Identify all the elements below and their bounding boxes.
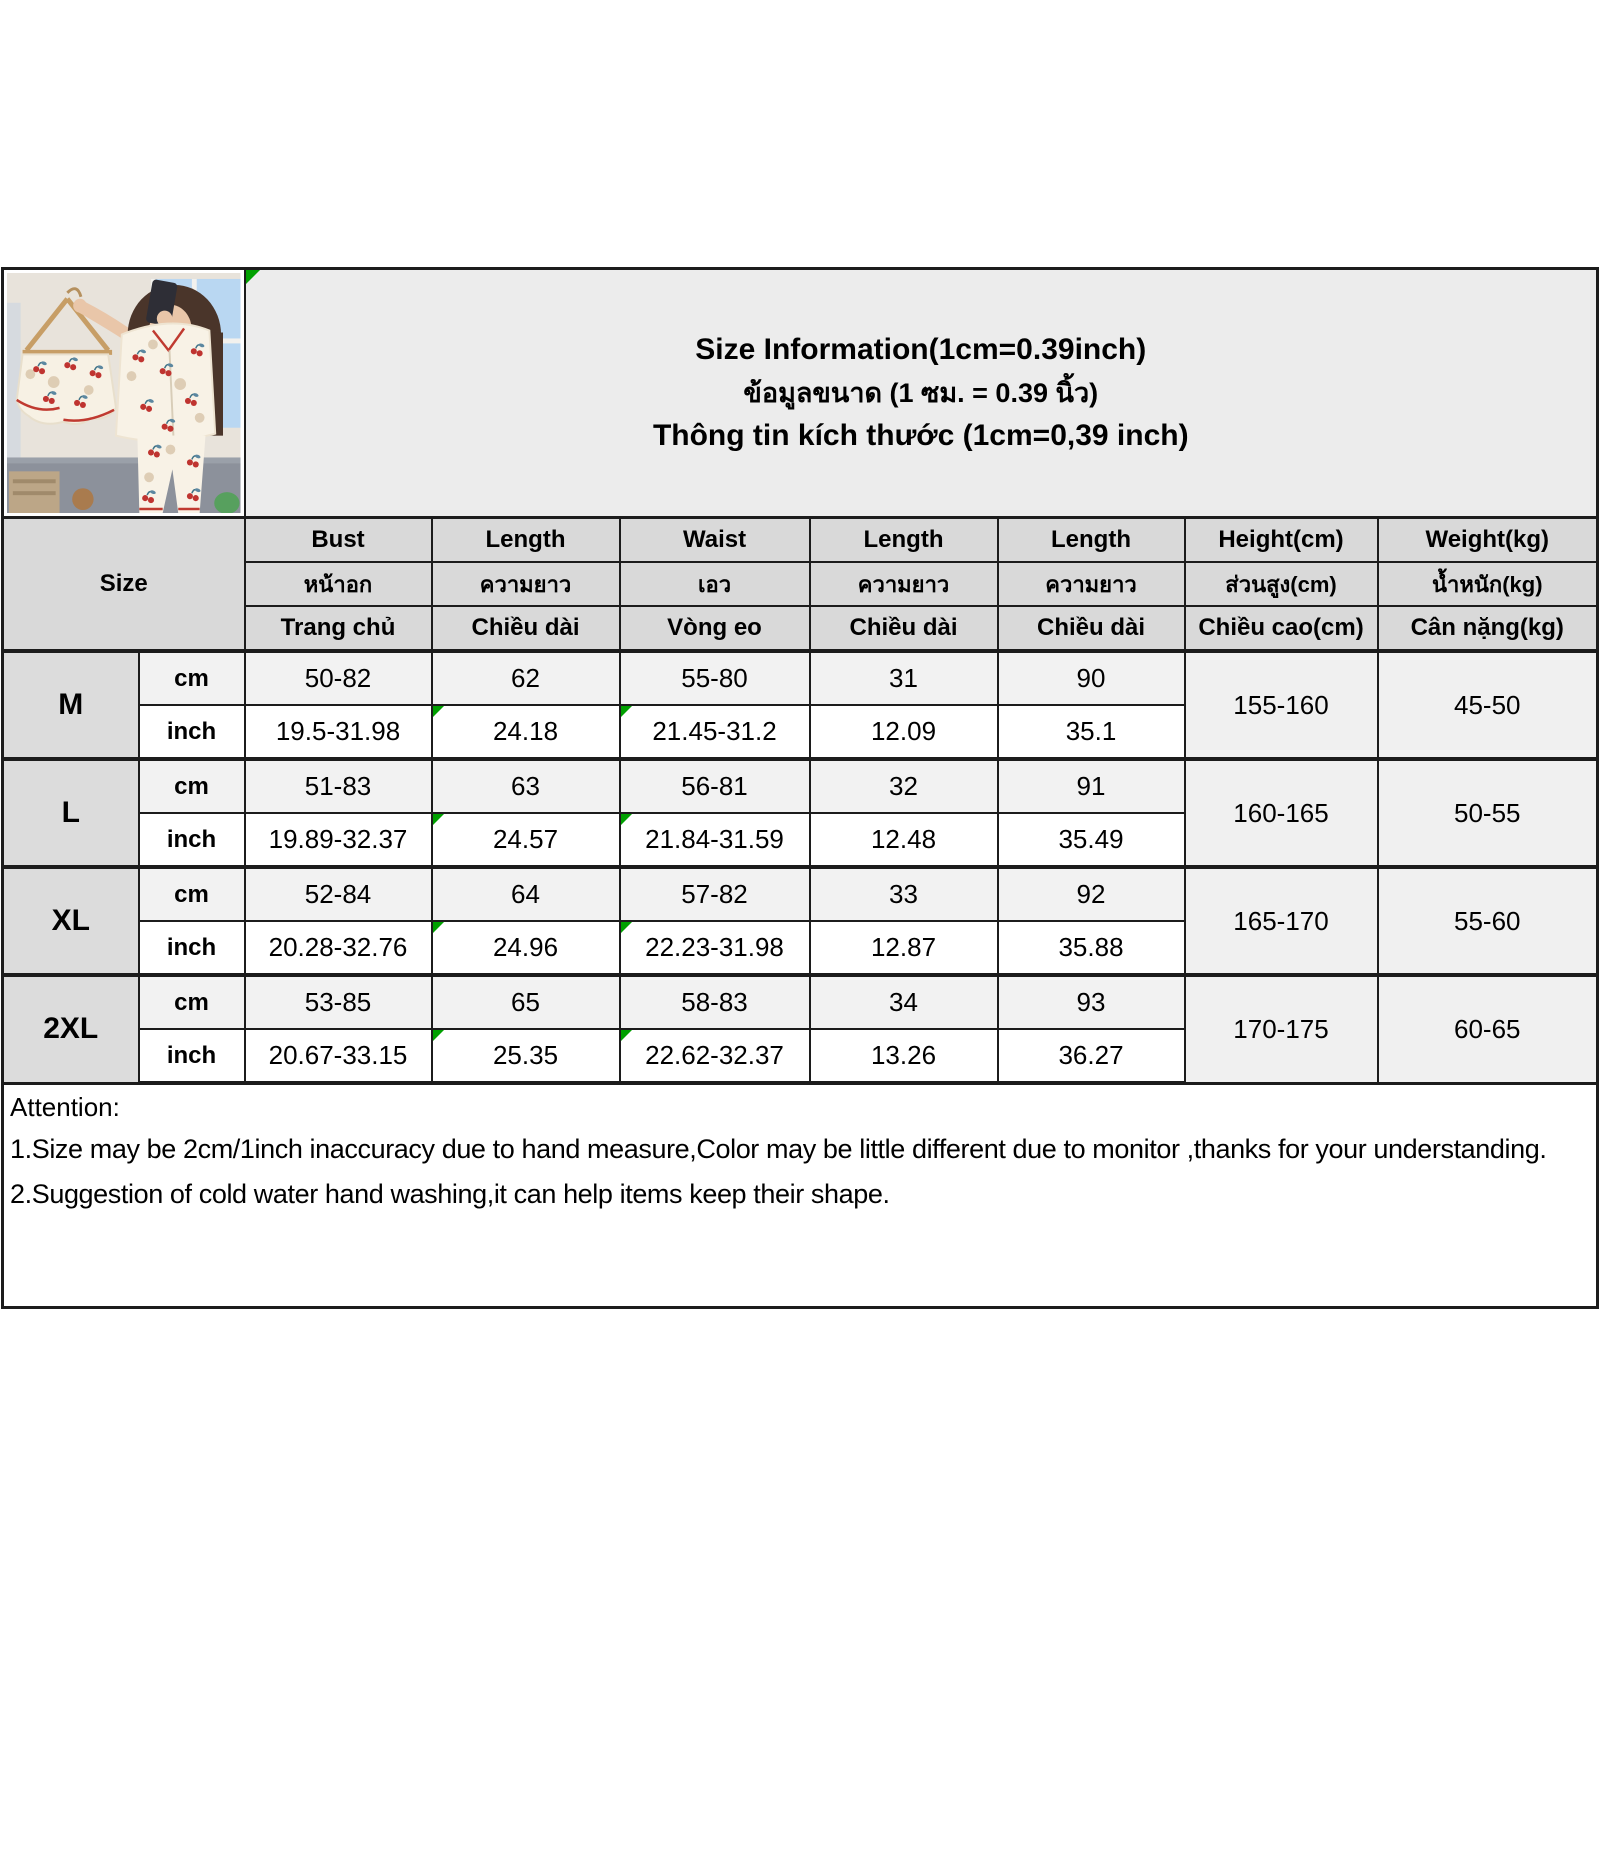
green-corner-flag-icon [621, 1030, 632, 1041]
row-m-cm [3, 651, 1598, 705]
col-header-length3-th: ความยาว [998, 562, 1185, 606]
cell-2xl-length-inch: 25.35 [432, 1029, 620, 1083]
unit-label-cm: cm [139, 651, 245, 705]
cell-m-length3-inch: 35.1 [998, 705, 1185, 759]
col-header-weight-vi: Cân nặng(kg) [1378, 606, 1598, 651]
col-header-length2-vi: Chiều dài [810, 606, 998, 651]
cell-m-length2-inch: 12.09 [810, 705, 998, 759]
col-header-height-th: ส่วนสูง(cm) [1185, 562, 1378, 606]
cell-xl-length2-cm: 33 [810, 867, 998, 921]
cell-l-length2-cm: 32 [810, 759, 998, 813]
cell-xl-length-inch: 24.96 [432, 921, 620, 975]
col-header-bust-th: หน้าอก [245, 562, 432, 606]
cell-m-waist-cm: 55-80 [620, 651, 810, 705]
size-label-2xl: 2XL [3, 975, 139, 1083]
cell-l-length-cm: 63 [432, 759, 620, 813]
product-photo [3, 269, 245, 518]
col-header-waist-th: เอว [620, 562, 810, 606]
cell-l-height: 160-165 [1185, 759, 1378, 867]
col-header-waist-vi: Vòng eo [620, 606, 810, 651]
cell-l-length2-inch: 12.48 [810, 813, 998, 867]
cell-xl-waist-cm: 57-82 [620, 867, 810, 921]
col-header-length-vi: Chiều dài [432, 606, 620, 651]
attention-note-2: 2.Suggestion of cold water hand washing,it can help items keep their shape. [10, 1179, 890, 1209]
unit-label-inch: inch [139, 813, 245, 867]
size-chart-sheet [1, 267, 1599, 1309]
attention-heading: Attention: [10, 1092, 120, 1122]
green-corner-flag-icon [621, 814, 632, 825]
row-l-cm [3, 759, 1598, 813]
cell-m-bust-cm: 50-82 [245, 651, 432, 705]
cell-l-length3-inch: 35.49 [998, 813, 1185, 867]
cell-xl-height: 165-170 [1185, 867, 1378, 975]
cell-xl-weight: 55-60 [1378, 867, 1598, 975]
green-corner-flag-icon [433, 814, 444, 825]
size-label-l: L [3, 759, 139, 867]
cell-m-length3-cm: 90 [998, 651, 1185, 705]
banner-row [3, 269, 1598, 518]
cell-l-bust-inch: 19.89-32.37 [245, 813, 432, 867]
green-corner-flag-icon [433, 706, 444, 717]
size-table [1, 267, 1599, 1085]
cell-l-length-inch: 24.57 [432, 813, 620, 867]
cell-m-length-cm: 62 [432, 651, 620, 705]
size-header: Size [3, 518, 245, 652]
green-corner-flag-icon [246, 270, 260, 284]
cell-m-height: 155-160 [1185, 651, 1378, 759]
col-header-waist-en: Waist [620, 518, 810, 563]
title-vietnamese: Thông tin kích thước (1cm=0,39 inch) [652, 419, 1189, 452]
unit-label-cm: cm [139, 975, 245, 1029]
title-banner [245, 269, 1598, 518]
col-header-bust-vi: Trang chủ [245, 606, 432, 651]
cell-2xl-length2-cm: 34 [810, 975, 998, 1029]
col-header-height-vi: Chiều cao(cm) [1185, 606, 1378, 651]
cell-2xl-length3-cm: 93 [998, 975, 1185, 1029]
green-corner-flag-icon [433, 1030, 444, 1041]
cell-l-length3-cm: 91 [998, 759, 1185, 813]
col-header-length3-en: Length [998, 518, 1185, 563]
green-corner-flag-icon [621, 922, 632, 933]
cell-2xl-waist-inch: 22.62-32.37 [620, 1029, 810, 1083]
green-corner-flag-icon [621, 706, 632, 717]
unit-label-inch: inch [139, 1029, 245, 1083]
cell-2xl-bust-cm: 53-85 [245, 975, 432, 1029]
row-2xl-cm [3, 975, 1598, 1029]
size-label-m: M [3, 651, 139, 759]
cell-l-waist-cm: 56-81 [620, 759, 810, 813]
cell-m-weight: 45-50 [1378, 651, 1598, 759]
cell-xl-waist-inch: 22.23-31.98 [620, 921, 810, 975]
attention-note-1: 1.Size may be 2cm/1inch inaccuracy due to hand measure,Color may be little different due to monitor ,thanks for your understanding. [10, 1134, 1547, 1164]
unit-label-cm: cm [139, 867, 245, 921]
cell-l-bust-cm: 51-83 [245, 759, 432, 813]
col-header-length2-en: Length [810, 518, 998, 563]
col-header-weight-en: Weight(kg) [1378, 518, 1598, 563]
product-photo-art [7, 273, 241, 513]
row-xl-cm [3, 867, 1598, 921]
cell-2xl-length-cm: 65 [432, 975, 620, 1029]
cell-xl-length3-inch: 35.88 [998, 921, 1185, 975]
col-header-length-en: Length [432, 518, 620, 563]
col-header-height-en: Height(cm) [1185, 518, 1378, 563]
header-row-english [3, 518, 1598, 563]
cell-xl-bust-inch: 20.28-32.76 [245, 921, 432, 975]
size-label-xl: XL [3, 867, 139, 975]
col-header-weight-th: น้ำหนัก(kg) [1378, 562, 1598, 606]
unit-label-inch: inch [139, 921, 245, 975]
cell-2xl-length2-inch: 13.26 [810, 1029, 998, 1083]
cell-m-waist-inch: 21.45-31.2 [620, 705, 810, 759]
cell-2xl-height: 170-175 [1185, 975, 1378, 1083]
green-corner-flag-icon [433, 922, 444, 933]
cell-xl-length3-cm: 92 [998, 867, 1185, 921]
cell-m-length2-cm: 31 [810, 651, 998, 705]
cell-m-bust-inch: 19.5-31.98 [245, 705, 432, 759]
cell-xl-bust-cm: 52-84 [245, 867, 432, 921]
unit-label-cm: cm [139, 759, 245, 813]
col-header-length3-vi: Chiều dài [998, 606, 1185, 651]
cell-l-waist-inch: 21.84-31.59 [620, 813, 810, 867]
cell-2xl-waist-cm: 58-83 [620, 975, 810, 1029]
col-header-length-th: ความยาว [432, 562, 620, 606]
col-header-length2-th: ความยาว [810, 562, 998, 606]
cell-xl-length-cm: 64 [432, 867, 620, 921]
title-thai: ข้อมูลขนาด (1 ซม. = 0.39 นิ้ว) [743, 378, 1099, 408]
cell-m-length-inch: 24.18 [432, 705, 620, 759]
col-header-bust-en: Bust [245, 518, 432, 563]
attention-box [1, 1085, 1599, 1309]
cell-xl-length2-inch: 12.87 [810, 921, 998, 975]
cell-2xl-weight: 60-65 [1378, 975, 1598, 1083]
cell-l-weight: 50-55 [1378, 759, 1598, 867]
title-english: Size Information(1cm=0.39inch) [695, 333, 1147, 366]
cell-2xl-bust-inch: 20.67-33.15 [245, 1029, 432, 1083]
cell-2xl-length3-inch: 36.27 [998, 1029, 1185, 1083]
unit-label-inch: inch [139, 705, 245, 759]
